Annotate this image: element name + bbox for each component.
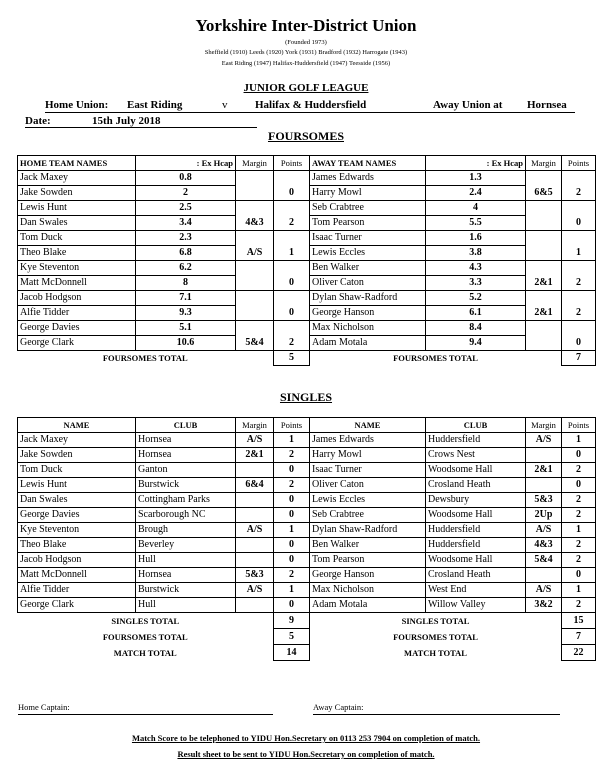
page-title: Yorkshire Inter-District Union bbox=[195, 16, 417, 35]
away-player-name: James Edwards bbox=[310, 433, 426, 448]
away-player-name: Tom Pearson bbox=[310, 216, 426, 231]
home-match-points: 0 bbox=[274, 538, 310, 553]
away-player-club: West End bbox=[426, 583, 526, 598]
home-total-value: 9 bbox=[274, 613, 310, 629]
away-match-margin bbox=[526, 568, 562, 583]
versus-label: v bbox=[222, 99, 228, 111]
away-player-hcap: 1.3 bbox=[426, 171, 526, 186]
home-player-name: Jack Maxey bbox=[18, 433, 136, 448]
singles-heading: SINGLES bbox=[279, 390, 333, 404]
away-margin-header: Margin bbox=[526, 156, 562, 171]
home-player-name: Jacob Hodgson bbox=[18, 291, 136, 306]
away-match-margin: 6&5 bbox=[526, 171, 562, 201]
date-value: 15th July 2018 bbox=[92, 115, 161, 127]
away-player-club: Huddersfield bbox=[426, 433, 526, 448]
away-player-name: Isaac Turner bbox=[310, 463, 426, 478]
home-player-hcap: 9.3 bbox=[136, 306, 236, 321]
home-player-club: Hull bbox=[136, 553, 236, 568]
singles-total-row bbox=[18, 629, 596, 645]
home-match-margin: A/S bbox=[236, 523, 274, 538]
away-club-header: CLUB bbox=[426, 418, 526, 433]
away-hcap-header: : Ex Hcap bbox=[426, 156, 526, 171]
away-match-points: 2 bbox=[562, 598, 596, 613]
home-player-name: George Davies bbox=[18, 508, 136, 523]
away-player-hcap: 2.4 bbox=[426, 186, 526, 201]
home-player-name: Theo Blake bbox=[18, 538, 136, 553]
home-player-hcap: 10.6 bbox=[136, 336, 236, 351]
singles-row bbox=[18, 463, 596, 478]
home-player-hcap: 2.3 bbox=[136, 231, 236, 246]
home-match-points: 0 bbox=[274, 463, 310, 478]
away-match-points: 2 bbox=[562, 538, 596, 553]
home-points-header: Points bbox=[274, 418, 310, 433]
history-line-1: Sheffield (1910) Leeds (1920) York (1931) Bradford (1932) Harrogate (1943) bbox=[204, 49, 408, 56]
away-match-points: 2 bbox=[562, 171, 596, 201]
home-player-club: Hull bbox=[136, 598, 236, 613]
away-match-margin: 2&1 bbox=[526, 463, 562, 478]
home-player-club: Burstwick bbox=[136, 478, 236, 493]
away-player-hcap: 9.4 bbox=[426, 336, 526, 351]
home-player-name: Jacob Hodgson bbox=[18, 553, 136, 568]
home-player-name: George Clark bbox=[18, 598, 136, 613]
singles-row bbox=[18, 493, 596, 508]
home-margin-header: Margin bbox=[236, 418, 274, 433]
away-player-name: George Hanson bbox=[310, 306, 426, 321]
away-match-margin bbox=[526, 201, 562, 231]
singles-row bbox=[18, 478, 596, 493]
away-match-margin: 5&3 bbox=[526, 493, 562, 508]
away-player-name: Harry Mowl bbox=[310, 448, 426, 463]
away-player-club: Woodsome Hall bbox=[426, 463, 526, 478]
home-foursomes-total: 5 bbox=[274, 351, 310, 366]
away-player-club: Woodsome Hall bbox=[426, 508, 526, 523]
home-match-margin bbox=[236, 463, 274, 478]
date-label: Date: bbox=[25, 115, 51, 127]
home-player-club: Scarborough NC bbox=[136, 508, 236, 523]
date-underline bbox=[25, 127, 257, 128]
home-total-label: MATCH TOTAL bbox=[113, 647, 177, 658]
home-player-name: Lewis Hunt bbox=[18, 478, 136, 493]
home-match-margin bbox=[236, 553, 274, 568]
away-player-hcap: 5.5 bbox=[426, 216, 526, 231]
away-points-header: Points bbox=[562, 156, 596, 171]
away-player-hcap: 8.4 bbox=[426, 321, 526, 336]
founded-note: (Founded 1973) bbox=[285, 39, 327, 46]
away-match-points: 0 bbox=[562, 201, 596, 231]
away-player-club: Woodsome Hall bbox=[426, 553, 526, 568]
home-match-points: 0 bbox=[274, 261, 310, 291]
home-union-value: East Riding bbox=[127, 99, 183, 111]
away-match-margin bbox=[526, 231, 562, 261]
away-margin-header: Margin bbox=[526, 418, 562, 433]
home-total-value: 14 bbox=[274, 645, 310, 661]
home-match-margin: 6&4 bbox=[236, 478, 274, 493]
away-total-label: FOURSOMES TOTAL bbox=[393, 631, 478, 642]
away-match-margin bbox=[526, 321, 562, 351]
away-player-name: Seb Crabtree bbox=[310, 508, 426, 523]
away-player-name: Oliver Caton bbox=[310, 276, 426, 291]
home-player-club: Hornsea bbox=[136, 433, 236, 448]
home-player-club: Burstwick bbox=[136, 583, 236, 598]
away-player-hcap: 5.2 bbox=[426, 291, 526, 306]
away-foursomes-total-label: FOURSOMES TOTAL bbox=[393, 353, 478, 364]
away-match-points: 2 bbox=[562, 508, 596, 523]
home-team-names-header: HOME TEAM NAMES bbox=[18, 156, 136, 171]
home-player-name: Jake Sowden bbox=[18, 186, 136, 201]
foursomes-row bbox=[18, 171, 596, 186]
away-match-points: 0 bbox=[562, 478, 596, 493]
home-match-points: 2 bbox=[274, 568, 310, 583]
home-total-label: SINGLES TOTAL bbox=[111, 615, 180, 626]
home-total-label: FOURSOMES TOTAL bbox=[102, 631, 188, 642]
away-captain-signature-line bbox=[313, 714, 560, 715]
home-player-club: Ganton bbox=[136, 463, 236, 478]
home-match-points: 0 bbox=[274, 291, 310, 321]
home-match-margin: 4&3 bbox=[236, 201, 274, 231]
home-match-points: 0 bbox=[274, 493, 310, 508]
singles-row bbox=[18, 538, 596, 553]
home-player-name: Jack Maxey bbox=[18, 171, 136, 186]
away-player-name: Harry Mowl bbox=[310, 186, 426, 201]
home-player-name: Tom Duck bbox=[18, 463, 136, 478]
home-player-hcap: 0.8 bbox=[136, 171, 236, 186]
home-player-hcap: 3.4 bbox=[136, 216, 236, 231]
away-player-name: Lewis Eccles bbox=[310, 493, 426, 508]
singles-row bbox=[18, 523, 596, 538]
away-player-hcap: 1.6 bbox=[426, 231, 526, 246]
singles-row bbox=[18, 448, 596, 463]
league-title: JUNIOR GOLF LEAGUE bbox=[243, 82, 369, 94]
home-player-name: Lewis Hunt bbox=[18, 201, 136, 216]
header-underline bbox=[45, 112, 575, 113]
away-total-value: 22 bbox=[562, 645, 596, 661]
home-match-margin bbox=[236, 171, 274, 201]
away-player-name: James Edwards bbox=[310, 171, 426, 186]
singles-row bbox=[18, 568, 596, 583]
away-player-club: Willow Valley bbox=[426, 598, 526, 613]
home-player-hcap: 6.2 bbox=[136, 261, 236, 276]
home-match-margin: 2&1 bbox=[236, 448, 274, 463]
history-line-2: East Riding (1947) Halifax-Huddersfield (1947) Teesside (1956) bbox=[221, 60, 391, 67]
foursomes-total-row bbox=[18, 351, 596, 366]
foursomes-row bbox=[18, 201, 596, 216]
phone-instruction: Match Score to be telephoned to YIDU Hon.Secretary on 0113 253 7904 on completion of match. bbox=[131, 733, 481, 743]
home-player-club: Hornsea bbox=[136, 568, 236, 583]
away-player-hcap: 6.1 bbox=[426, 306, 526, 321]
home-match-points: 1 bbox=[274, 583, 310, 598]
away-match-margin: A/S bbox=[526, 583, 562, 598]
foursomes-row bbox=[18, 291, 596, 306]
home-match-margin: A/S bbox=[236, 583, 274, 598]
away-match-points: 2 bbox=[562, 553, 596, 568]
away-total-value: 7 bbox=[562, 629, 596, 645]
home-foursomes-total-label: FOURSOMES TOTAL bbox=[102, 353, 188, 364]
sheet-instruction: Result sheet to be sent to YIDU Hon.Secretary on completion of match. bbox=[177, 749, 435, 759]
home-match-points: 0 bbox=[274, 171, 310, 201]
home-player-name: Theo Blake bbox=[18, 246, 136, 261]
home-player-hcap: 5.1 bbox=[136, 321, 236, 336]
home-player-name: Kye Steventon bbox=[18, 523, 136, 538]
away-match-margin: A/S bbox=[526, 523, 562, 538]
away-match-margin: 2&1 bbox=[526, 291, 562, 321]
home-margin-header: Margin bbox=[236, 156, 274, 171]
away-match-points: 0 bbox=[562, 568, 596, 583]
home-match-points: 0 bbox=[274, 598, 310, 613]
home-points-header: Points bbox=[274, 156, 310, 171]
home-player-name: Kye Steventon bbox=[18, 261, 136, 276]
foursomes-heading: FOURSOMES bbox=[267, 129, 344, 143]
away-team-names-header: AWAY TEAM NAMES bbox=[310, 156, 426, 171]
away-match-margin: A/S bbox=[526, 433, 562, 448]
home-player-hcap: 7.1 bbox=[136, 291, 236, 306]
away-player-club: Huddersfield bbox=[426, 538, 526, 553]
home-total-value: 5 bbox=[274, 629, 310, 645]
home-match-points: 2 bbox=[274, 478, 310, 493]
away-player-name: Ben Walker bbox=[310, 538, 426, 553]
home-match-points: 2 bbox=[274, 448, 310, 463]
away-captain-label: Away Captain: bbox=[313, 702, 364, 712]
home-player-name: Dan Swales bbox=[18, 493, 136, 508]
home-match-points: 1 bbox=[274, 231, 310, 261]
away-player-name: Seb Crabtree bbox=[310, 201, 426, 216]
away-player-name: Oliver Caton bbox=[310, 478, 426, 493]
away-player-name: Tom Pearson bbox=[310, 553, 426, 568]
away-match-margin bbox=[526, 478, 562, 493]
away-match-points: 2 bbox=[562, 261, 596, 291]
away-player-name: Max Nicholson bbox=[310, 321, 426, 336]
away-match-points: 2 bbox=[562, 463, 596, 478]
away-player-hcap: 4 bbox=[426, 201, 526, 216]
away-player-hcap: 4.3 bbox=[426, 261, 526, 276]
away-match-points: 1 bbox=[562, 231, 596, 261]
away-player-club: Crows Nest bbox=[426, 448, 526, 463]
away-name-header: NAME bbox=[310, 418, 426, 433]
away-match-margin: 2Up bbox=[526, 508, 562, 523]
foursomes-row bbox=[18, 321, 596, 336]
away-match-points: 1 bbox=[562, 433, 596, 448]
away-player-club: Huddersfield bbox=[426, 523, 526, 538]
away-player-club: Crosland Heath bbox=[426, 478, 526, 493]
home-club-header: CLUB bbox=[136, 418, 236, 433]
singles-row bbox=[18, 553, 596, 568]
away-union-value: Halifax & Huddersfield bbox=[255, 99, 367, 111]
home-player-name: Dan Swales bbox=[18, 216, 136, 231]
home-match-margin: A/S bbox=[236, 231, 274, 261]
away-player-club: Crosland Heath bbox=[426, 568, 526, 583]
home-hcap-header: : Ex Hcap bbox=[136, 156, 236, 171]
home-player-name: Alfie Tidder bbox=[18, 306, 136, 321]
home-player-club: Hornsea bbox=[136, 448, 236, 463]
away-player-hcap: 3.3 bbox=[426, 276, 526, 291]
away-match-points: 2 bbox=[562, 291, 596, 321]
foursomes-row bbox=[18, 261, 596, 276]
home-match-points: 1 bbox=[274, 433, 310, 448]
home-match-margin bbox=[236, 508, 274, 523]
away-match-points: 2 bbox=[562, 493, 596, 508]
away-player-name: Adam Motala bbox=[310, 336, 426, 351]
away-match-points: 1 bbox=[562, 523, 596, 538]
away-player-hcap: 3.8 bbox=[426, 246, 526, 261]
home-player-name: Jake Sowden bbox=[18, 448, 136, 463]
home-player-hcap: 2 bbox=[136, 186, 236, 201]
home-captain-label: Home Captain: bbox=[18, 702, 70, 712]
home-match-points: 2 bbox=[274, 201, 310, 231]
home-match-margin: 5&3 bbox=[236, 568, 274, 583]
away-player-club: Dewsbury bbox=[426, 493, 526, 508]
home-match-margin bbox=[236, 538, 274, 553]
home-player-name: George Clark bbox=[18, 336, 136, 351]
home-match-margin bbox=[236, 598, 274, 613]
away-player-name: Ben Walker bbox=[310, 261, 426, 276]
away-player-name: Lewis Eccles bbox=[310, 246, 426, 261]
home-match-margin bbox=[236, 291, 274, 321]
away-match-points: 0 bbox=[562, 321, 596, 351]
away-total-label: MATCH TOTAL bbox=[404, 647, 467, 658]
home-name-header: NAME bbox=[18, 418, 136, 433]
home-player-hcap: 8 bbox=[136, 276, 236, 291]
away-player-name: Adam Motala bbox=[310, 598, 426, 613]
away-foursomes-total: 7 bbox=[562, 351, 596, 366]
away-total-label: SINGLES TOTAL bbox=[401, 615, 470, 626]
away-player-name: Max Nicholson bbox=[310, 583, 426, 598]
singles-total-row bbox=[18, 645, 596, 661]
home-player-name: George Davies bbox=[18, 321, 136, 336]
home-match-margin: 5&4 bbox=[236, 321, 274, 351]
away-match-margin: 2&1 bbox=[526, 261, 562, 291]
away-match-points: 0 bbox=[562, 448, 596, 463]
home-match-margin bbox=[236, 493, 274, 508]
singles-total-row bbox=[18, 613, 596, 629]
away-total-value: 15 bbox=[562, 613, 596, 629]
home-match-points: 0 bbox=[274, 553, 310, 568]
home-player-club: Brough bbox=[136, 523, 236, 538]
away-match-margin: 3&2 bbox=[526, 598, 562, 613]
home-match-margin: A/S bbox=[236, 433, 274, 448]
foursomes-row bbox=[18, 231, 596, 246]
home-match-margin bbox=[236, 261, 274, 291]
singles-table bbox=[17, 417, 596, 661]
away-match-points: 1 bbox=[562, 583, 596, 598]
home-match-points: 0 bbox=[274, 508, 310, 523]
home-match-points: 1 bbox=[274, 523, 310, 538]
venue-value: Hornsea bbox=[527, 99, 567, 111]
away-player-name: Dylan Shaw-Radford bbox=[310, 523, 426, 538]
away-player-name: Dylan Shaw-Radford bbox=[310, 291, 426, 306]
home-captain-signature-line bbox=[18, 714, 273, 715]
home-player-club: Beverley bbox=[136, 538, 236, 553]
home-player-name: Matt McDonnell bbox=[18, 276, 136, 291]
home-player-hcap: 2.5 bbox=[136, 201, 236, 216]
away-union-at-label: Away Union at bbox=[433, 99, 503, 111]
away-match-margin: 5&4 bbox=[526, 553, 562, 568]
away-match-margin: 4&3 bbox=[526, 538, 562, 553]
home-player-name: Matt McDonnell bbox=[18, 568, 136, 583]
away-match-margin bbox=[526, 448, 562, 463]
home-union-label: Home Union: bbox=[45, 99, 109, 111]
away-points-header: Points bbox=[562, 418, 596, 433]
singles-row bbox=[18, 508, 596, 523]
foursomes-table bbox=[17, 155, 596, 366]
away-player-name: Isaac Turner bbox=[310, 231, 426, 246]
singles-row bbox=[18, 598, 596, 613]
singles-row bbox=[18, 433, 596, 448]
singles-row bbox=[18, 583, 596, 598]
home-player-name: Alfie Tidder bbox=[18, 583, 136, 598]
home-player-hcap: 6.8 bbox=[136, 246, 236, 261]
away-player-name: George Hanson bbox=[310, 568, 426, 583]
home-match-points: 2 bbox=[274, 321, 310, 351]
home-player-name: Tom Duck bbox=[18, 231, 136, 246]
home-player-club: Cottingham Parks bbox=[136, 493, 236, 508]
